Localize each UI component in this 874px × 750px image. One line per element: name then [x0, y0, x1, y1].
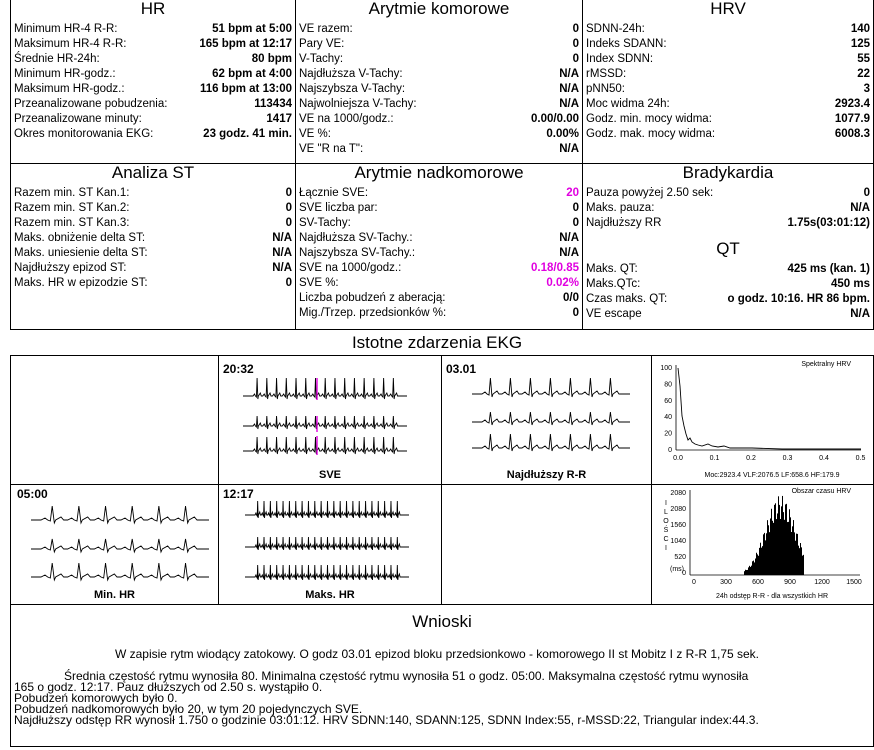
histogram-x-unit: (ms)	[670, 566, 684, 573]
metric-value: 0	[572, 307, 579, 319]
metric-label: Index SDNN:	[586, 53, 654, 65]
metric-value: N/A	[272, 262, 292, 274]
metric-row	[299, 306, 579, 320]
metric-row	[586, 292, 870, 306]
histogram-bar	[763, 534, 764, 575]
metric-value: N/A	[559, 68, 579, 80]
conclusion-p2b: 165 o godz. 12:17. Pauz dłuższych od 2.50 s. wystąpiło 0.	[14, 680, 323, 694]
metric-value: 0/0	[563, 292, 579, 304]
metric-label: Pauza powyżej 2.50 sek:	[586, 187, 714, 199]
metric-row	[299, 52, 579, 66]
histogram-bar	[785, 504, 786, 575]
summary-table	[10, 0, 874, 330]
spectral-y-tick: 40	[664, 414, 672, 422]
histogram-bar	[757, 554, 758, 575]
spectral-y-tick: 60	[664, 397, 672, 405]
histogram-bar	[778, 496, 779, 575]
metric-label: Maksimum HR-godz.:	[14, 83, 125, 95]
histogram-bar	[787, 522, 788, 575]
metric-value: 425 ms (kan. 1)	[787, 263, 870, 275]
metric-row	[299, 201, 579, 215]
spectral-hrv-chart	[652, 356, 873, 484]
metric-value: N/A	[272, 232, 292, 244]
histogram-bar	[760, 543, 761, 575]
metric-row	[299, 37, 579, 51]
metric-row	[586, 37, 870, 51]
spectral-y-tick: 20	[664, 430, 672, 438]
supraventricular-title: Arytmie nadkomorowe	[354, 163, 524, 182]
histogram-bar	[764, 533, 765, 575]
metric-row	[299, 186, 579, 200]
metric-value: 0	[572, 23, 579, 35]
histogram-y-label: L	[664, 509, 668, 516]
metric-label: VE razem:	[299, 23, 353, 35]
divider	[11, 604, 873, 605]
metric-value: 0	[572, 38, 579, 50]
metric-label: Indeks SDANN:	[586, 38, 667, 50]
metric-value: 22	[857, 68, 870, 80]
metric-row	[299, 276, 579, 290]
metric-label: Najdłuższa V-Tachy:	[299, 68, 403, 80]
metric-value: 55	[857, 53, 870, 65]
metric-row	[14, 82, 292, 96]
metric-row	[299, 246, 579, 260]
histogram-bar	[767, 520, 768, 575]
histogram-x-tick: 1200	[814, 579, 830, 586]
histogram-bar	[772, 521, 773, 575]
metric-value: 0	[572, 217, 579, 229]
histogram-bar	[786, 504, 787, 575]
metric-row	[299, 216, 579, 230]
spectral-x-tick: 0.0	[673, 455, 683, 462]
metric-value: 0	[572, 53, 579, 65]
metric-label: SVE liczba par:	[299, 202, 378, 214]
strip-time: 12:17	[223, 487, 254, 501]
histogram-y-label: C	[663, 536, 669, 543]
histogram-y-label: I	[665, 545, 667, 552]
metric-label: Maks. uniesienie delta ST:	[14, 247, 148, 259]
histogram-bar	[782, 496, 783, 575]
metric-value: 51 bpm at 5:00	[212, 23, 292, 35]
strip-caption: Najdłuższy R-R	[506, 469, 587, 481]
metric-label: Maks. QT:	[586, 263, 638, 275]
histogram-bar	[759, 548, 760, 575]
metric-value: 140	[850, 23, 870, 35]
conclusion-p2a: Średnia częstość rytmu wynosiła 80. Minimalna częstość rytmu wynosiła 51 o godz. 05:00. Maksymalna częstość rytmu wynosiła	[64, 669, 749, 683]
metric-row	[586, 22, 870, 36]
metric-value: 0	[285, 202, 292, 214]
histogram-bar	[751, 566, 752, 575]
metric-label: SVE %:	[299, 277, 339, 289]
ecg-strip-longest-rr	[442, 356, 651, 484]
metric-row	[14, 97, 292, 111]
metric-value: 6008.3	[834, 128, 870, 140]
histogram-y-tick: 0	[682, 570, 686, 577]
spectral-x-tick: 0.1	[709, 455, 720, 462]
metric-row	[299, 127, 579, 141]
histogram-bar	[748, 567, 749, 575]
hr-section	[11, 0, 295, 163]
metric-label: Najszybsza SV-Tachy.:	[299, 247, 416, 259]
metric-row	[586, 277, 870, 291]
histogram-bar	[801, 547, 802, 575]
metric-label: Czas maks. QT:	[586, 293, 668, 305]
strip-caption: SVE	[318, 469, 341, 481]
metric-value: 20	[566, 187, 579, 199]
metric-value: N/A	[559, 247, 579, 259]
histogram-y-tick: 520	[674, 554, 686, 561]
histogram-bar	[803, 555, 804, 575]
metric-value: N/A	[559, 98, 579, 110]
conclusions-title: Wnioski	[412, 612, 472, 631]
metric-label: Najdłuższa SV-Tachy.:	[299, 232, 413, 244]
metric-value: 0	[572, 202, 579, 214]
histogram-bar	[758, 556, 759, 575]
ventricular-section	[296, 0, 582, 163]
spectral-x-tick: 0.5	[855, 455, 866, 462]
spectral-y-tick: 80	[664, 381, 672, 389]
metric-label: rMSSD:	[586, 68, 627, 80]
histogram-bar	[744, 571, 745, 575]
metric-value: 450 ms	[830, 278, 870, 290]
histogram-bar	[752, 561, 753, 575]
metric-row	[14, 37, 292, 51]
st-title: Analiza ST	[111, 163, 195, 182]
metric-row	[14, 22, 292, 36]
histogram-y-label: O	[663, 518, 669, 525]
metric-value: 0	[285, 187, 292, 199]
metric-row	[299, 261, 579, 275]
metric-row	[299, 67, 579, 81]
metric-value: 1.75s(03:01:12)	[787, 217, 870, 229]
metric-label: Maks.QTc:	[586, 278, 641, 290]
histogram-bar	[780, 519, 781, 575]
spectral-x-tick: 0.2	[746, 455, 756, 462]
metric-label: VE %:	[299, 128, 331, 140]
hr-title: HR	[140, 0, 166, 18]
metric-row	[14, 67, 292, 81]
histogram-x-tick: 1500	[846, 579, 862, 586]
metric-value: 0	[285, 277, 292, 289]
hrv-title: HRV	[710, 0, 746, 18]
histogram-y-tick: 1040	[670, 538, 686, 545]
metric-label: Liczba pobudzeń z aberacją:	[299, 292, 446, 304]
metric-row	[14, 246, 292, 260]
metric-row	[14, 261, 292, 275]
spectral-x-tick: 0.3	[782, 455, 793, 462]
histogram-bar	[761, 548, 762, 575]
ecg-trace-longest-rr	[442, 356, 651, 484]
histogram-bar	[800, 543, 801, 575]
histogram-bar	[794, 532, 795, 575]
metric-value: N/A	[559, 143, 579, 155]
histogram-y-tick: 2080	[670, 490, 686, 497]
strip-time: 05:00	[17, 487, 48, 501]
metric-label: Maks. HR w epizodzie ST:	[14, 277, 148, 289]
metric-row	[299, 112, 579, 126]
metric-row	[586, 216, 870, 230]
metric-value: 80 bpm	[251, 53, 292, 65]
metric-value: N/A	[559, 232, 579, 244]
histogram-bar	[796, 534, 797, 575]
metric-row	[14, 186, 292, 200]
metric-row	[586, 97, 870, 111]
ecg-trace-sve	[219, 356, 441, 484]
histogram-bar	[750, 567, 751, 575]
supraventricular-section	[296, 164, 582, 330]
metric-row	[14, 127, 292, 141]
metric-row	[586, 307, 870, 321]
metric-label: Godz. mak. mocy widma:	[586, 128, 716, 140]
histogram-bar	[790, 517, 791, 575]
metric-label: Najdłuższy RR	[586, 217, 662, 229]
metric-value: N/A	[559, 83, 579, 95]
spectral-title: Spektralny HRV	[801, 361, 851, 368]
strip-time: 03.01	[446, 362, 477, 376]
histogram-bar	[771, 509, 772, 575]
histogram-bar	[766, 533, 767, 575]
metric-label: Minimum HR-godz.:	[14, 68, 116, 80]
spectral-x-tick: 0.4	[819, 455, 829, 462]
histogram-bar	[792, 526, 793, 575]
histogram-bar	[791, 532, 792, 575]
qt-title: QT	[716, 239, 740, 258]
events-title: Istotne zdarzenia EKG	[351, 333, 523, 352]
histogram-bar	[797, 534, 798, 575]
histogram-bar	[802, 556, 803, 575]
metric-value: o godz. 10:16. HR 86 bpm.	[727, 293, 870, 305]
metric-row	[586, 67, 870, 81]
metric-value: 0.00%	[546, 128, 579, 140]
histogram-x-tick: 600	[752, 579, 764, 586]
conclusion-p3: Pobudzeń komorowych było 0.	[14, 691, 178, 705]
metric-label: Maksimum HR-4 R-R:	[14, 38, 127, 50]
histogram-bar	[753, 561, 754, 575]
histogram-bar	[774, 505, 775, 575]
st-section	[11, 164, 295, 330]
metric-row	[299, 231, 579, 245]
metric-label: Maks. obniżenie delta ST:	[14, 232, 146, 244]
metric-label: SDNN-24h:	[586, 23, 645, 35]
metric-row	[14, 52, 292, 66]
strip-caption: Maks. HR	[305, 589, 355, 601]
ecg-strip-sve	[219, 356, 441, 484]
metric-row	[14, 216, 292, 230]
conclusion-p4: Pobudzeń nadkomorowych było 20, w tym 20 pojedynczych SVE.	[14, 702, 363, 716]
ecg-strip-min-hr	[11, 485, 218, 604]
histogram-x-tick: 0	[692, 579, 696, 586]
metric-label: Minimum HR-4 R-R:	[14, 23, 118, 35]
rr-histogram-chart	[652, 485, 873, 604]
histogram-bar	[765, 540, 766, 575]
histogram-bar	[788, 522, 789, 575]
histogram-bar	[781, 506, 782, 575]
conclusion-p5: Najdłuższy odstęp RR wynosił 1.750 o godzinie 03:01:12. HRV SDNN:140, SDANN:125, SDNN Index:55, r-MSSD:22, Triangular index:44.3.	[14, 713, 759, 727]
metric-row	[586, 262, 870, 276]
metric-value: 1077.9	[834, 113, 870, 125]
metric-label: Razem min. ST Kan.3:	[14, 217, 130, 229]
metric-value: 3	[863, 83, 870, 95]
metric-value: 116 bpm at 13:00	[199, 83, 292, 95]
strip-caption: Min. HR	[94, 589, 135, 601]
metric-label: Razem min. ST Kan.2:	[14, 202, 130, 214]
metric-row	[299, 22, 579, 36]
histogram-bar	[768, 525, 769, 575]
ecg-trace-min-hr	[11, 485, 218, 604]
ventricular-title: Arytmie komorowe	[368, 0, 510, 18]
metric-label: Najdłuższy epizod ST:	[14, 262, 127, 274]
metric-label: VE "R na T":	[299, 143, 364, 155]
histogram-bar	[747, 570, 748, 575]
histogram-y-tick: 1560	[670, 522, 686, 529]
histogram-bar	[784, 520, 785, 575]
metric-label: SV-Tachy:	[299, 217, 351, 229]
metric-label: Maks. pauza:	[586, 202, 655, 214]
metric-row	[586, 52, 870, 66]
metric-value: 1417	[266, 113, 292, 125]
metric-row	[586, 186, 870, 200]
conclusion-p1: W zapisie rytm wiodący zatokowy. O godz 03.01 epizod bloku przedsionkowo - komorowego II st Mobitz I z R-R 1,75 sek.	[114, 647, 760, 661]
histogram-bar	[745, 570, 746, 575]
metric-label: VE na 1000/godz.:	[299, 113, 394, 125]
histogram-bar	[776, 519, 777, 575]
metric-row	[14, 201, 292, 215]
metric-row	[14, 276, 292, 290]
histogram-y-tick: 2080	[670, 506, 686, 513]
histogram-bar	[754, 562, 755, 575]
histogram-bar	[746, 570, 747, 575]
ecg-strip-max-hr	[219, 485, 441, 604]
spectral-y-tick: 0	[668, 447, 672, 454]
metric-value: N/A	[850, 308, 870, 320]
histogram-x-tick: 300	[720, 579, 732, 586]
metric-row	[586, 201, 870, 215]
ecg-trace-max-hr	[219, 485, 441, 604]
histogram-bar	[789, 509, 790, 575]
metric-value: 165 bpm at 12:17	[199, 38, 292, 50]
spectral-footer: Moc:2923.4 VLF:2076.5 LF:658.6 HF:179.9	[704, 472, 840, 479]
metric-row	[299, 97, 579, 111]
metric-value: 0.00/0.00	[531, 113, 579, 125]
histogram-y-label: I	[665, 500, 667, 507]
metric-label: Średnie HR-24h:	[14, 53, 100, 65]
metric-label: Pary VE:	[299, 38, 345, 50]
histogram-bar	[799, 548, 800, 575]
histogram-bar	[773, 523, 774, 575]
metric-row	[14, 231, 292, 245]
metric-label: Najwolniejsza V-Tachy:	[299, 98, 417, 110]
metric-row	[299, 142, 579, 156]
metric-value: 23 godz. 41 min.	[203, 128, 292, 140]
histogram-bar	[755, 558, 756, 575]
metric-value: 0	[863, 187, 870, 199]
metric-value: 125	[850, 38, 870, 50]
histogram-bar	[770, 518, 771, 575]
metric-label: Godz. min. mocy widma:	[586, 113, 712, 125]
metric-row	[586, 112, 870, 126]
metric-row	[14, 112, 292, 126]
metric-row	[299, 82, 579, 96]
spectral-y-tick: 100	[660, 365, 672, 372]
metric-label: V-Tachy:	[299, 53, 344, 65]
metric-label: Razem min. ST Kan.1:	[14, 187, 130, 199]
metric-label: Przeanalizowane minuty:	[14, 113, 142, 125]
metric-value: 0.18/0.85	[531, 262, 579, 274]
metric-label: pNN50:	[586, 83, 625, 95]
metric-label: Moc widma 24h:	[586, 98, 670, 110]
metric-label: Najszybsza V-Tachy:	[299, 83, 406, 95]
metric-label: SVE na 1000/godz.:	[299, 262, 402, 274]
metric-label: Łącznie SVE:	[299, 187, 369, 199]
histogram-bar	[769, 532, 770, 575]
histogram-title: Obszar czasu HRV	[791, 488, 851, 495]
metric-value: N/A	[850, 202, 870, 214]
brady-qt-section	[583, 164, 873, 330]
metric-label: Mig./Trzep. przedsionków %:	[299, 307, 447, 319]
metric-label: Okres monitorowania EKG:	[14, 128, 154, 140]
histogram-bar	[756, 553, 757, 575]
metric-label: VE escape	[586, 308, 642, 320]
histogram-bar	[777, 513, 778, 575]
metric-label: Przeanalizowane pobudzenia:	[14, 98, 168, 110]
metric-row	[586, 127, 870, 141]
histogram-bar	[762, 546, 763, 575]
metric-value: 0	[285, 217, 292, 229]
histogram-bar	[775, 503, 776, 575]
metric-value: N/A	[272, 247, 292, 259]
histogram-bar	[779, 505, 780, 575]
metric-value: 113434	[254, 98, 292, 110]
brady-title: Bradykardia	[682, 163, 774, 182]
histogram-bar	[793, 520, 794, 575]
hrv-section	[583, 0, 873, 163]
histogram-bar	[783, 512, 784, 575]
metric-value: 2923.4	[834, 98, 870, 110]
metric-value: 0.02%	[546, 277, 579, 289]
histogram-bar	[749, 566, 750, 575]
histogram-x-tick: 900	[784, 579, 796, 586]
histogram-footer: 24h odstęp R-R - dla wszystkich HR	[715, 593, 829, 600]
metric-row	[586, 82, 870, 96]
histogram-bar	[795, 541, 796, 575]
strip-time: 20:32	[223, 362, 254, 376]
histogram-y-label: Ś	[663, 527, 669, 534]
histogram-bar	[798, 546, 799, 575]
metric-value: 62 bpm at 4:00	[212, 68, 292, 80]
metric-row	[299, 291, 579, 305]
